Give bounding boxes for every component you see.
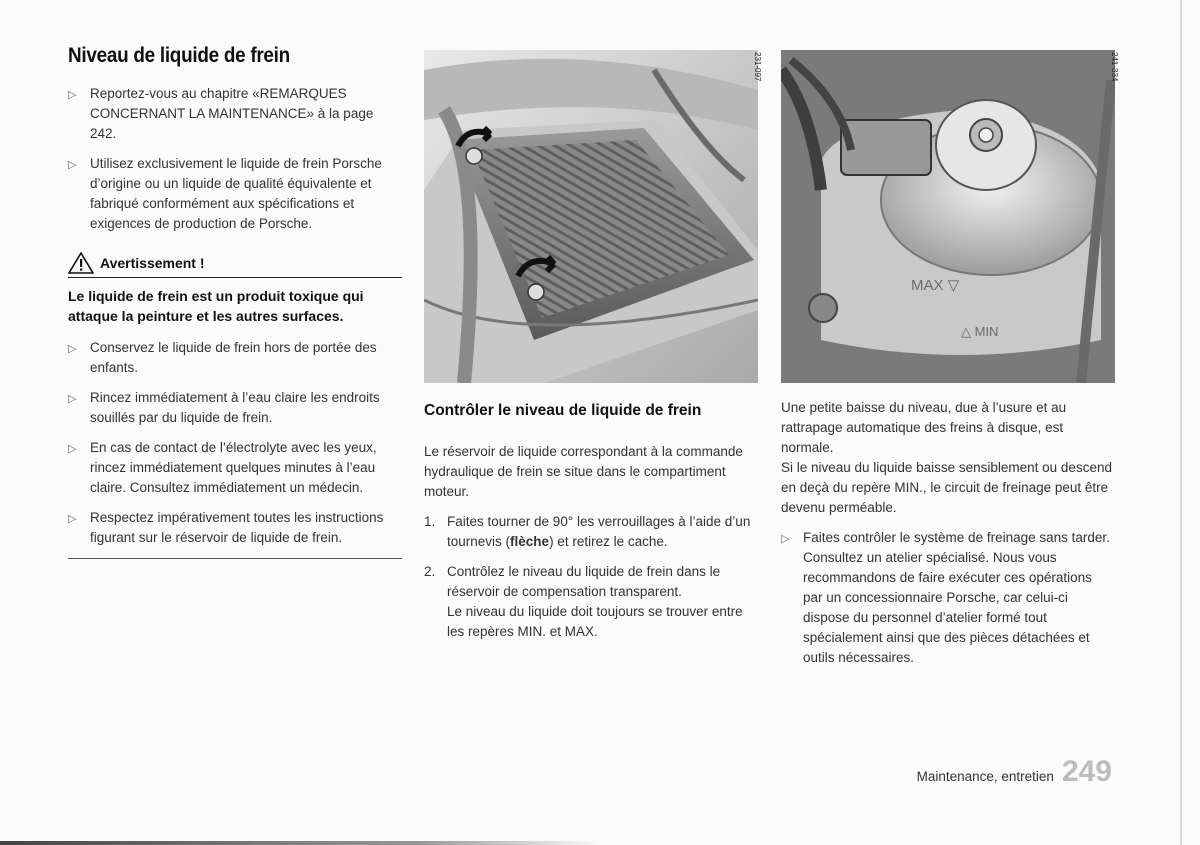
triangle-right-icon: ▷ (68, 159, 77, 171)
section-heading: Contrôler le niveau de liquide de frein (424, 402, 702, 419)
paragraph: Une petite baisse du niveau, due à l’usure et au rattrapage automatique des freins à disque, est normale. (781, 400, 1067, 455)
list-item (68, 84, 402, 144)
list-item (68, 388, 402, 428)
section-divider (68, 558, 402, 559)
page-title: Niveau de liquide de frein (68, 44, 290, 67)
paragraph: Si le niveau du liquide baisse sensiblement ou descend en deçà du repère MIN., le circuit de freinage peut être devenu perméable. (781, 460, 1112, 515)
list-item-text: Conservez le liquide de frein hors de portée des enfants. (90, 340, 377, 375)
brake-fluid-reservoir-illustration (781, 50, 1115, 383)
intro-paragraph: Le réservoir de liquide correspondant à la commande hydraulique de frein se situe dans le compartiment moteur. (424, 444, 743, 499)
page-shadow (0, 841, 600, 845)
right-column (781, 398, 1115, 678)
left-column (68, 44, 402, 559)
footer-section: Maintenance, entretien (916, 769, 1054, 784)
engine-cover-illustration (424, 50, 758, 383)
list-item-text: Faites contrôler le système de freinage sans tarder. Consultez un atelier spécialisé. Nous vous recommandons de faire exécuter ces opérations par un concessionnaire Porsche, car celui-ci dispose du personnel d’atelier formé tout spécialement ainsi que des pièces détachées et outils nécessaires. (803, 530, 1110, 665)
list-item (781, 528, 1115, 668)
figure-code: 231-097 (753, 52, 762, 82)
step-text-end: ) et retirez le cache. (549, 534, 668, 549)
step-bold: flèche (510, 534, 550, 549)
list-item-text: Respectez impérativement toutes les instructions figurant sur le réservoir de liquide de frein. (90, 510, 384, 545)
warning-triangle-icon (68, 252, 94, 274)
step-number: 1. (424, 514, 436, 529)
list-item (424, 512, 758, 552)
page-footer (917, 755, 1112, 789)
triangle-right-icon: ▷ (68, 343, 77, 355)
list-item-text: En cas de contact de l’électrolyte avec les yeux, rincez immédiatement quelques minutes à l’eau claire. Consultez immédiatement un médecin. (90, 440, 377, 495)
figure-code: 241-334 (1110, 52, 1119, 82)
max-mark: MAX ▽ (911, 277, 960, 294)
page-edge (1180, 0, 1182, 845)
triangle-right-icon: ▷ (68, 393, 77, 405)
list-item (68, 508, 402, 548)
list-item-text: Rincez immédiatement à l’eau claire les endroits souillés par du liquide de frein. (90, 390, 380, 425)
triangle-right-icon: ▷ (68, 89, 77, 101)
list-item (68, 438, 402, 498)
middle-column (424, 402, 758, 652)
list-item-text: Utilisez exclusivement le liquide de frein Porsche d’origine ou un liquide de qualité équivalente et fabriqué conformément aux spécifications et exigences de production de Porsche. (90, 156, 382, 231)
list-item-text: Reportez-vous au chapitre «REMARQUES CONCERNANT LA MAINTENANCE» à la page 242. (90, 86, 374, 141)
warning-title: Avertissement ! (100, 255, 205, 271)
step-number: 2. (424, 564, 436, 579)
page-number: 249 (1061, 755, 1112, 788)
list-item (424, 562, 758, 642)
step-text: Faites tourner de 90° les verrouillages à l’aide d’un tournevis ( (447, 514, 751, 549)
triangle-right-icon: ▷ (781, 533, 790, 545)
min-mark: △ MIN (961, 324, 999, 339)
warning-text: Le liquide de frein est un produit toxique qui attaque la peinture et les autres surfaces. (68, 288, 364, 324)
step-text: Contrôlez le niveau du liquide de frein dans le réservoir de compensation transparent. (447, 564, 721, 599)
list-item (68, 338, 402, 378)
triangle-right-icon: ▷ (68, 513, 77, 525)
triangle-right-icon: ▷ (68, 443, 77, 455)
warning-header (68, 252, 402, 278)
step-note: Le niveau du liquide doit toujours se trouver entre les repères MIN. et MAX. (447, 604, 743, 639)
list-item (68, 154, 402, 234)
